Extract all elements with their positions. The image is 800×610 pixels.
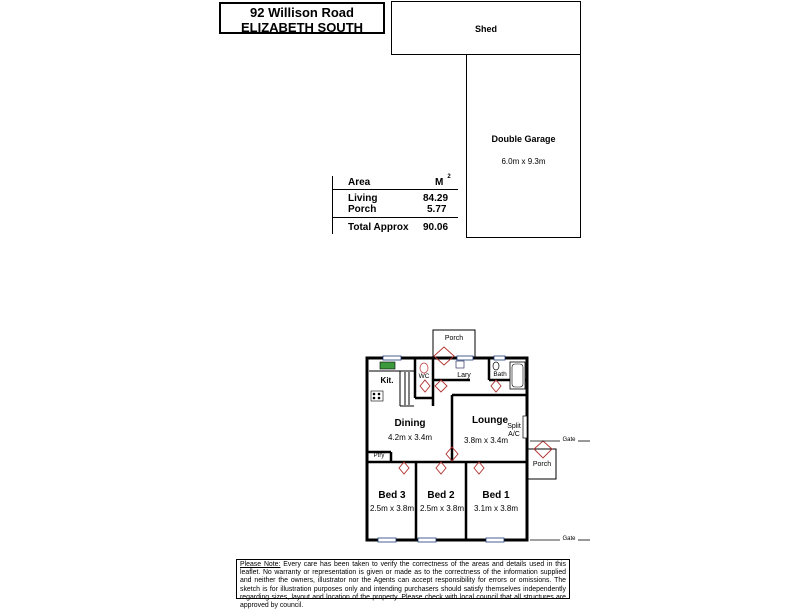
room-bed1-size: 3.1m x 3.8m — [473, 504, 518, 513]
table-row-porch-label: Porch — [348, 204, 377, 215]
room-wc: WC — [418, 373, 430, 380]
garage-label: Double Garage — [491, 134, 556, 144]
room-bed2-size: 2.5m x 3.8m — [419, 504, 464, 513]
table-total-value: 90.06 — [423, 222, 449, 233]
room-bath: Bath — [493, 371, 507, 378]
gate-bottom-label: Gate — [562, 536, 576, 542]
room-lounge: Lounge — [471, 415, 509, 426]
table-header-area: Area — [348, 177, 371, 188]
garage-size: 6.0m x 9.3m — [501, 157, 546, 166]
laundry-tub-icon — [456, 361, 464, 368]
toilet-icon — [420, 363, 428, 373]
room-porch-top: Porch — [444, 335, 464, 342]
room-dining-size: 4.2m x 3.4m — [387, 433, 432, 442]
room-dining: Dining — [394, 418, 426, 429]
disclaimer-heading: Please Note: — [240, 561, 281, 568]
table-row-porch-value: 5.77 — [427, 204, 447, 215]
bathtub-icon — [510, 362, 525, 389]
room-kitchen: Kit. — [380, 376, 394, 385]
windows — [378, 356, 505, 542]
room-laundry: Lary — [457, 372, 471, 379]
room-bed2: Bed 2 — [427, 490, 455, 501]
room-split-ac-line2: A/C — [508, 431, 520, 438]
table-header-unit: M $^2$ — [435, 174, 451, 188]
table-row-living-value: 84.29 — [423, 193, 449, 204]
room-lounge-size: 3.8m x 3.4m — [463, 436, 508, 445]
gate-top-label: Gate — [562, 437, 576, 443]
cooktop-icon — [371, 391, 383, 401]
room-bed3: Bed 3 — [378, 490, 406, 501]
table-row-living-label: Living — [348, 193, 378, 204]
room-porch-side: Porch — [532, 461, 552, 468]
shed-label: Shed — [474, 24, 497, 34]
address-street: 92 Willison Road — [250, 5, 354, 20]
sink-icon — [380, 362, 395, 369]
disclaimer-text: Every care has been taken to verify the correctness of the areas and details used in this leaflet. No warranty or representation is given or made as to the correctness of the information supplied and neither the owners, illustrator nor the Agents can accept responsibility for errors or omissions. The sketch is for illustration purposes only and intending purchasers should satisfy themselves independently regarding sizes, layout and location of the property. Please check with local council that all structures are approved by council. — [240, 561, 566, 610]
room-pantry: Ptry — [373, 453, 385, 459]
basin-icon — [493, 362, 499, 370]
room-split-ac-line1: Split — [507, 423, 521, 430]
disclaimer-box — [236, 559, 570, 610]
table-header-unit-sup: 2 — [447, 174, 451, 180]
address-suburb: ELIZABETH SOUTH — [240, 20, 364, 35]
table-total-label: Total Approx — [348, 222, 409, 233]
room-bed1: Bed 1 — [482, 490, 510, 501]
room-bed3-size: 2.5m x 3.8m — [369, 504, 414, 513]
